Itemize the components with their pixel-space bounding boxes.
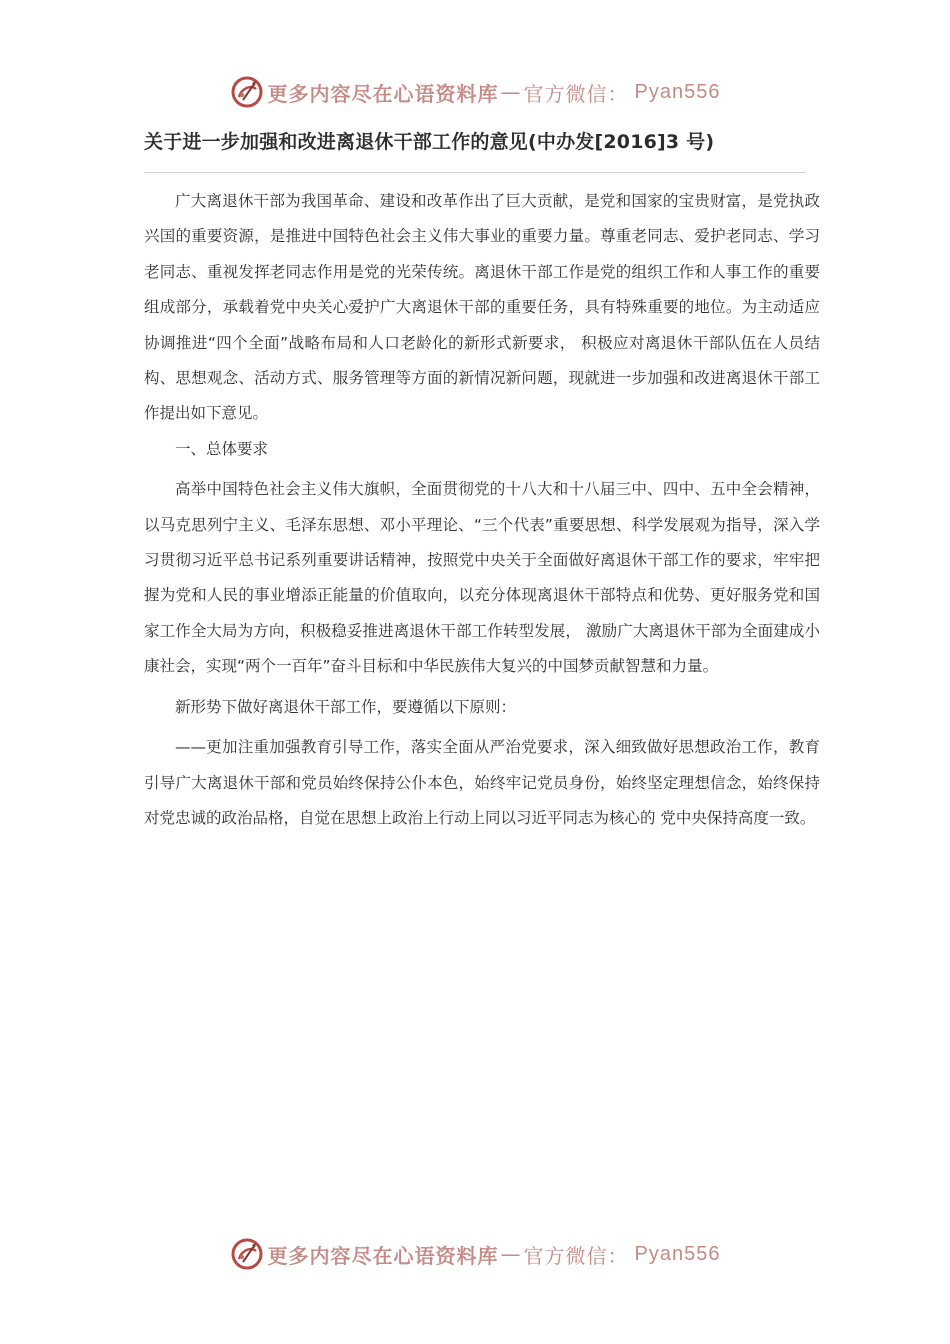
footer-banner [0,1232,950,1276]
banner-wechat-label: 官方微信： [523,1243,629,1268]
document-body [144,184,820,836]
banner-wechat-id: Pyan556 [634,1242,721,1265]
banner-dash: — [500,1242,522,1266]
header-banner [0,70,950,114]
banner-wechat-label: 官方微信： [523,81,629,106]
pen-swirl-logo-icon [230,1237,264,1271]
paragraph-requirements: 高举中国特色社会主义伟大旗帜，全面贯彻党的十八大和十八届三中、四中、五中全会精神，以马克思列宁主义、毛泽东思想、邓小平理论、“三个代表”重要思想、科学发展观为指导，深入学习贯彻习近平总书记系列重要讲话精神，按照党中央关于全面做好离退休干部工作的要求，牢牢把握为党和人民的事业增添正能量的价值取向，以充分体现离退休干部特点和优势、更好服务党和国家工作全大局为方向，积极稳妥推进离退休干部工作转型发展， 激励广大离退休干部为全面建成小康社会，实现“两个一百年”奋斗目标和中华民族伟大复兴的中国梦贡献智慧和力量。 [144,480,820,676]
title-divider [144,172,806,173]
section-heading: 一、总体要求 [175,439,269,458]
paragraph-intro: 广大离退休干部为我国革命、建设和改革作出了巨大贡献，是党和国家的宝贵财富，是党执政兴国的重要资源，是推进中国特色社会主义伟大事业的重要力量。尊重老同志、爱护老同志、学习老同志、重视发挥老同志作用是党的光荣传统。离退休干部工作是党的组织工作和人事工作的重要组成部分，承载着党中央关心爱护广大离退休干部的重要任务，具有特殊重要的地位。为主动适应协调推进“四个全面”战略布局和人口老龄化的新形式新要求， 积极应对离退休干部队伍在人员结构、思想观念、活动方式、服务管理等方面的新情况新问题，现就进一步加强和改进离退休干部工作提出如下意见。 [144,192,820,423]
banner-wechat-id: Pyan556 [634,80,721,103]
banner-dash: — [500,80,522,104]
paragraph-principle-1: ——更加注重加强教育引导工作，落实全面从严治党要求，深入细致做好思想政治工作，教育引导广大离退休干部和党员始终保持公仆本色，始终牢记党员身份，始终坚定理想信念，始终保持对党忠诚的政治品格，自觉在思想上政治上行动上同以习近平同志为核心的 党中央保持高度一致。 [144,738,820,827]
banner-text: 更多内容尽在心语资料库 [267,1243,499,1268]
document-title: 关于进一步加强和改进离退休干部工作的意见(中办发[2016]3 号) [144,131,715,153]
pen-swirl-logo-icon [230,75,264,109]
paragraph-principles-intro: 新形势下做好离退休干部工作，要遵循以下原则： [175,697,517,716]
banner-text: 更多内容尽在心语资料库 [267,81,499,106]
